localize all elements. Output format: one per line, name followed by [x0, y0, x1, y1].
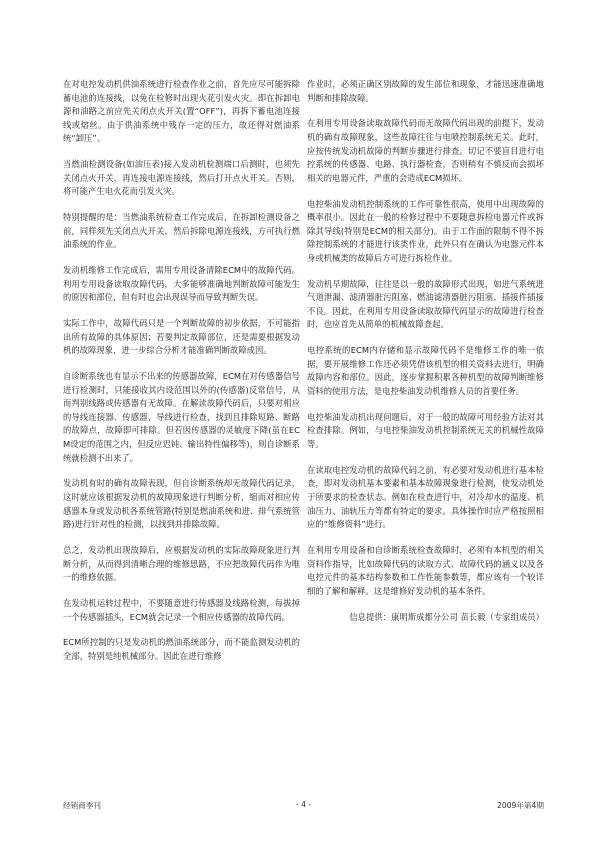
paragraph: 发动机早期故障，往往是以一般的故障形式出现，如进气系统进气道泄漏、滤清器脏污阻塞、燃油滤清器脏污阻塞、插接件插接不良。因此，在利用专用设备读取故障代码显示的故障进行检查时，也应首先从简单的机械故障查起。 [307, 278, 544, 330]
paragraph: 总之，发动机出现故障后，应根据发动机的实际故障现象进行判断分析，从而得到清晰合理的维修思路，不应把故障代码作为唯一的维修依据。 [63, 544, 300, 583]
paragraph: 自诊断系统也有显示不出来的传感器故障，ECM在对传感器信号进行检测时，只能接收其内设范围以外的(传感器)反常信号，从而判别线路或传感器有无故障。在解读故障代码后，只要对相应的导线连接器、传感器、导线进行检查，找到且排除短路、断路的故障点，故障即可排除。但若因传感器的灵敏度下降(虽在ECM设定的范围之内，但反应迟钝、输出特性偏移等)，则自诊断系统就检测不出来了。 [63, 371, 300, 463]
paragraph: ECM所控制的只是发动机的燃油系统部分，而不能监测发动机的全部，特别是纯机械部分。因此在进行维修 [63, 637, 300, 661]
paragraph: 在读取电控发动机的故障代码之前，有必要对发动机进行基本检查，即对发动机基本要素和基本故障现象进行检测，使发动机处于所要求的检查状态。例如在检查进行中，对冷却水的温度、机油压力、油轨压力等都有特定的要求。具体操作时应严格按照相应的“维修资料”进行。 [307, 464, 544, 530]
paragraph: 电控柴油发动机控制系统的工作可靠性很高，使用中出现故障的概率很小。因此在一般的检修过程中不要随意拆检电器元件或拆除其导线(特别是ECM的相关部分)。由于工作面的限制不得不拆除控制系统的才能进行该类作业，此外只有在确认为电器元件本身或机械类的故障后方可进行拆检作业。 [307, 198, 544, 263]
paragraph: 在发动机运转过程中，不要随意进行传感器及线路检测，每拔掉一个传感器插头，ECM就会记录一个相应传感器的故障代码。 [63, 597, 300, 622]
issue-date: 2009年第4期 [497, 801, 544, 810]
paragraph: 特别提醒的是：当燃油系统检查工作完成后，在拆卸检测设备之前，同样须先关闭点火开关，然后拆除电源连接线，方可执行燃油系统的作业。 [63, 212, 300, 250]
paragraph: 当燃油检测设备(如油压表)接入发动机检测端口后测时，也须先关闭点火开关，再连接电源连接线，然后打开点火开关。否则，将可能产生电火花而引发火灾。 [63, 159, 300, 197]
paragraph: 发动机有时的确有故障表现，但自诊断系统却无故障代码记录，这时就应该根据发动机的故障现象进行判断分析，缩而对相应传感器本身或发动机各系统管路(特别是燃油系统和进、排气系统管路)进行针对性的检测，以找到并排除故障。 [63, 478, 301, 530]
paragraph: 发动机维修工作完成后，需用专用设备清除ECM中的故障代码。利用专用设备读取故障代码，大多能够准确地判断故障可能发生的原因和部位，但有时也会出现误导而导致判断失误。 [63, 265, 300, 303]
page-number: - 4 - [295, 800, 312, 809]
paragraph: 电控柴油发动机出现问题后，对于一般的故障可用经验方法对其检查排除。例如，与电控柴油发动机控制系统无关的机械性故障等。 [307, 411, 544, 449]
right-column [307, 78, 544, 636]
paragraph: 作业时，必须正确区别故障的发生部位和现象，才能迅速准确地判断和排除故障。 [307, 79, 544, 103]
publication-name: 经销商季刊 [63, 801, 101, 810]
left-column [63, 78, 300, 676]
source-credit: 信息提供：康明斯成都分公司 苗长毅（专家组成员） [349, 611, 544, 622]
paragraph: 实际工作中，故障代码只是一个判断故障的初步依据，不可能指出所有故障的具体原因；若要判定故障部位，还是需要根据发动机的故障现象，进一步综合分析才能准确判断故障成因。 [63, 318, 300, 356]
paragraph: 在利用专用设备读取故障代码而无故障代码出现的前提下，发动机的确有故障现象，这些故障往往与电喷控制系统无关。此时，应按传统发动机故障的判断步骤进行排查。切记不要盲目进行电控系统的传感器、电路、执行器检查，否则稍有不慎反而会损坏相关的电器元件，严重的会造成ECM损坏。 [307, 118, 544, 183]
paragraph: 在利用专用设备和自诊断系统检查故障时，必须有本机型的相关资料作指导，比如故障代码的读取方式、故障代码的涵义以及各电控元件的基本结构参数和工作性能参数等，都应该有一个较详细的了解和解释。这是维修好发动机的基本条件。 [307, 544, 544, 596]
page-footer [63, 800, 544, 814]
paragraph: 电控系统的ECM内存储和显示故障代码不是维修工作的唯一依据，要开展维修工作还必须凭借该机型的相关资料去进行，明确故障内容和部位。因此，逐步掌握积累各种机型的故障判断维修资料的使用方法，是电控柴油发动机维修人员的首要任务。 [307, 345, 544, 397]
paragraph: 在对电控发动机供油系统进行检查作业之前，首先应尽可能拆除蓄电池的连接线，以免在检修时出现火花引发火灾。即在拆卸电源和油路之前应先关闭点火开关(置“OFF”)，再拆下蓄电池连接线或熔丝。由于供油系统中残存一定的压力，故还得对燃油系统“卸压”。 [63, 79, 300, 144]
